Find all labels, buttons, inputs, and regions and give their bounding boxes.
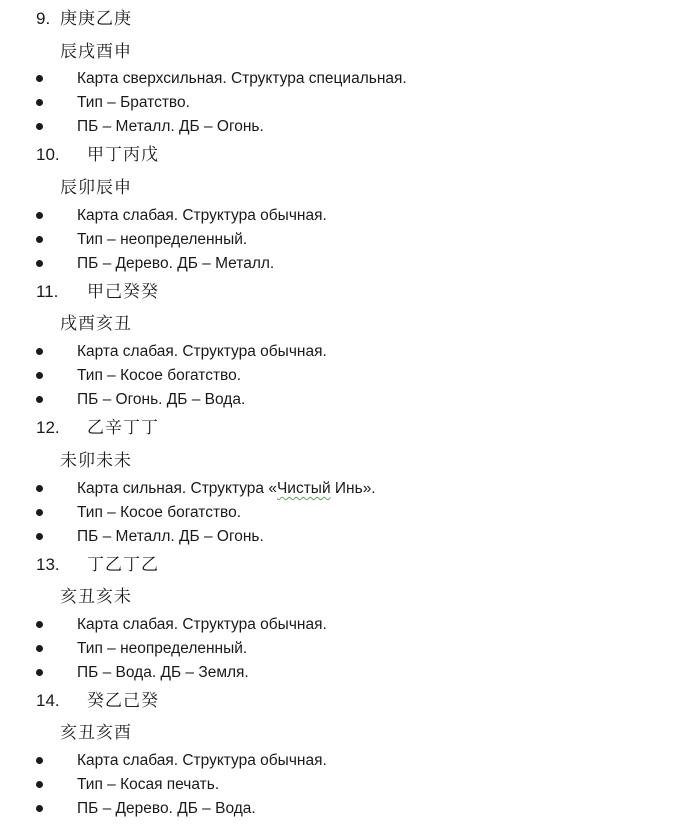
bullet-icon — [36, 75, 43, 82]
bullet-icon — [36, 805, 43, 812]
earthly-branches: 辰戌酉申 — [60, 42, 132, 62]
bullet-icon — [36, 372, 43, 379]
bullet-icon — [36, 669, 43, 676]
heavenly-stems: 癸乙己癸 — [87, 691, 159, 711]
bullet-icon — [36, 485, 43, 492]
earthly-branches: 辰卯辰申 — [60, 178, 132, 198]
bullet-icon — [36, 645, 43, 652]
earthly-branches: 未卯未未 — [60, 451, 132, 471]
bullet-icon — [36, 260, 43, 267]
bullet-icon — [36, 621, 43, 628]
bullet-icon — [36, 212, 43, 219]
heavenly-stems: 乙辛丁丁 — [87, 418, 159, 438]
entry-number: 9. — [36, 9, 51, 28]
earthly-branches: 亥丑亥未 — [60, 587, 132, 607]
bullet-icon — [36, 123, 43, 130]
bullet-icon — [36, 509, 43, 516]
entry-number: 13. — [36, 555, 60, 574]
document-page: 9. 庚庚乙庚 辰戌酉申 Карта сверхсильная. Структура специальная. Тип – Братство. ПБ – Металл. ДБ – Огонь. 10. 甲丁丙戊 辰卯辰申 Карта слабая. Структура обычная. Тип – неопределенный. ПБ – Дерево. ДБ – Металл. 11. 甲己癸癸 戌酉亥丑 Карта слабая. Структура обычная. Тип – Косое богатство. ПБ – Огонь. ДБ – Вода. 12. 乙辛丁丁 未卯未未 Карта сильная. Структура «Чистый Инь». Тип – Косое богатство. ПБ – Металл. ДБ – Огонь. 13. 丁乙丁乙 亥丑亥未 Карта слабая. Структура обычная. Тип – неопределенный. ПБ – Вода. ДБ – Земля. 14. 癸乙己癸 亥丑亥酉 Карта слабая. Структура обычная. Тип – Косая печать. ПБ – Дерево. ДБ – Вода. — [36, 9, 407, 817]
bullet-icon — [36, 757, 43, 764]
heavenly-stems: 甲己癸癸 — [87, 282, 159, 302]
bullet-icon — [36, 348, 43, 355]
earthly-branches: 戌酉亥丑 — [60, 314, 132, 334]
heavenly-stems: 丁乙丁乙 — [87, 555, 159, 575]
bullet-icon — [36, 781, 43, 788]
bullet-icon — [36, 236, 43, 243]
bullet-icon — [36, 396, 43, 403]
bullet-icon — [36, 99, 43, 106]
heavenly-stems: 甲丁丙戊 — [87, 145, 159, 165]
entry-number: 10. — [36, 145, 60, 164]
entry-number: 11. — [36, 282, 59, 301]
entry-number: 14. — [36, 691, 60, 710]
earthly-branches: 亥丑亥酉 — [60, 723, 132, 743]
heavenly-stems: 庚庚乙庚 — [60, 9, 132, 29]
spellcheck-marked-word: Чистый — [276, 480, 331, 497]
entry-number: 12. — [36, 418, 60, 437]
bullet-icon — [36, 533, 43, 540]
